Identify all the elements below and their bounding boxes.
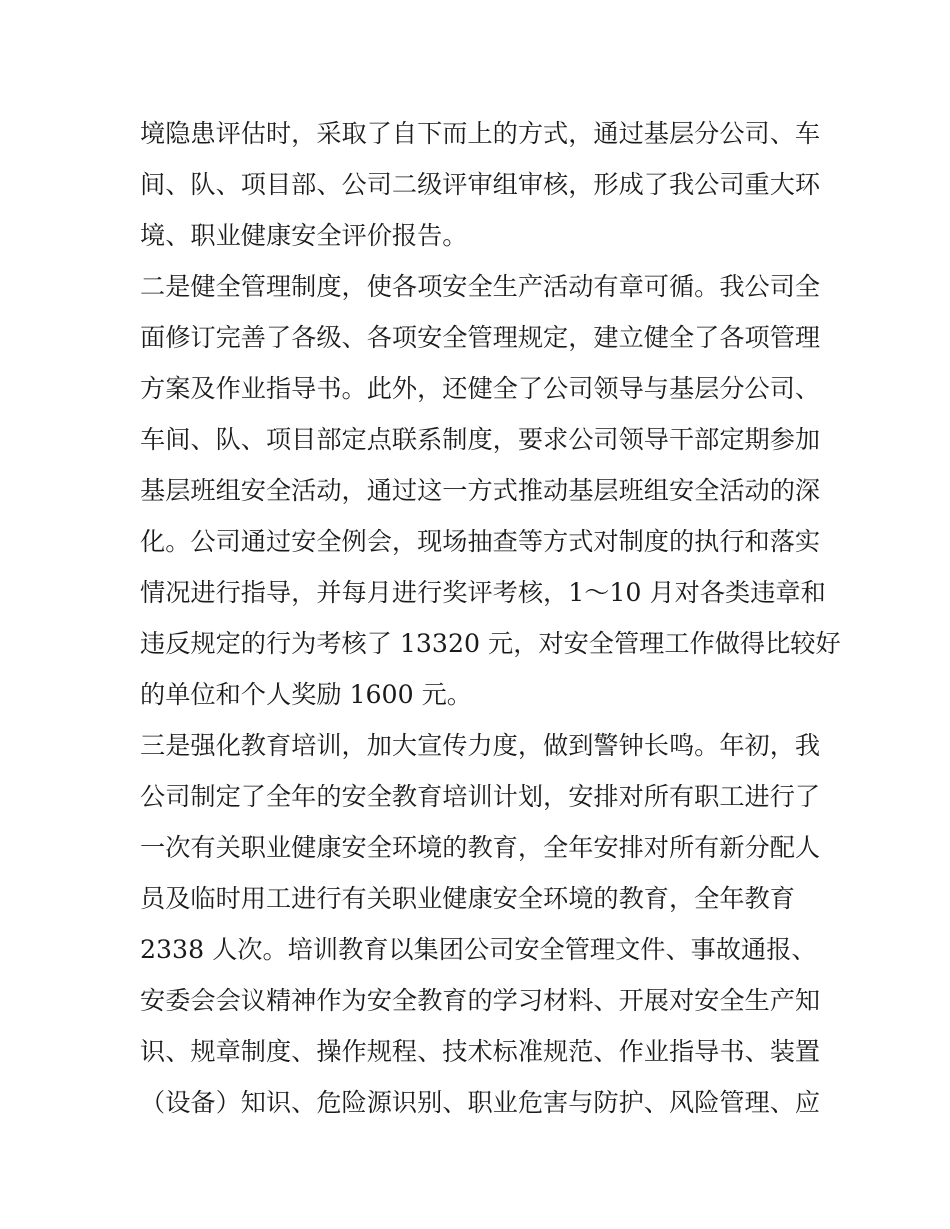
text-line: 间、队、项目部、公司二级评审组审核，形成了我公司重大环 xyxy=(140,170,821,199)
text-line: 一次有关职业健康安全环境的教育，全年安排对所有新分配人 xyxy=(140,833,821,862)
text-line: 化。公司通过安全例会，现场抽查等方式对制度的执行和落实 xyxy=(140,527,821,556)
text-line: 的单位和个人奖励 1600 元。 xyxy=(140,680,472,709)
text-line: 车间、队、项目部定点联系制度，要求公司领导干部定期参加 xyxy=(140,425,821,454)
text-line: 违反规定的行为考核了 13320 元，对安全管理工作做得比较好 xyxy=(140,629,841,658)
text-line: 境隐患评估时，采取了自下而上的方式，通过基层分公司、车 xyxy=(140,119,821,148)
text-line: 二是健全管理制度，使各项安全生产活动有章可循。我公司全 xyxy=(140,272,821,301)
text-line: 安委会会议精神作为安全教育的学习材料、开展对安全生产知 xyxy=(140,986,821,1015)
text-line: 识、规章制度、操作规程、技术标准规范、作业指导书、装置 xyxy=(140,1037,821,1066)
body-text xyxy=(140,108,841,1128)
text-line: 基层班组安全活动，通过这一方式推动基层班组安全活动的深 xyxy=(140,476,821,505)
text-line: 公司制定了全年的安全教育培训计划，安排对所有职工进行了 xyxy=(140,782,821,811)
text-line: 员及临时用工进行有关职业健康安全环境的教育，全年教育 xyxy=(140,884,795,913)
text-line: 2338 人次。培训教育以集团公司安全管理文件、事故通报、 xyxy=(140,935,817,964)
text-line: 面修订完善了各级、各项安全管理规定，建立健全了各项管理 xyxy=(140,323,821,352)
text-line: （设备）知识、危险源识别、职业危害与防护、风险管理、应 xyxy=(140,1088,821,1117)
text-line: 三是强化教育培训，加大宣传力度，做到警钟长鸣。年初，我 xyxy=(140,731,821,760)
text-line: 情况进行指导，并每月进行奖评考核，1～10 月对各类违章和 xyxy=(140,578,826,607)
text-line: 境、职业健康安全评价报告。 xyxy=(140,221,468,250)
text-line: 方案及作业指导书。此外，还健全了公司领导与基层分公司、 xyxy=(140,374,821,403)
